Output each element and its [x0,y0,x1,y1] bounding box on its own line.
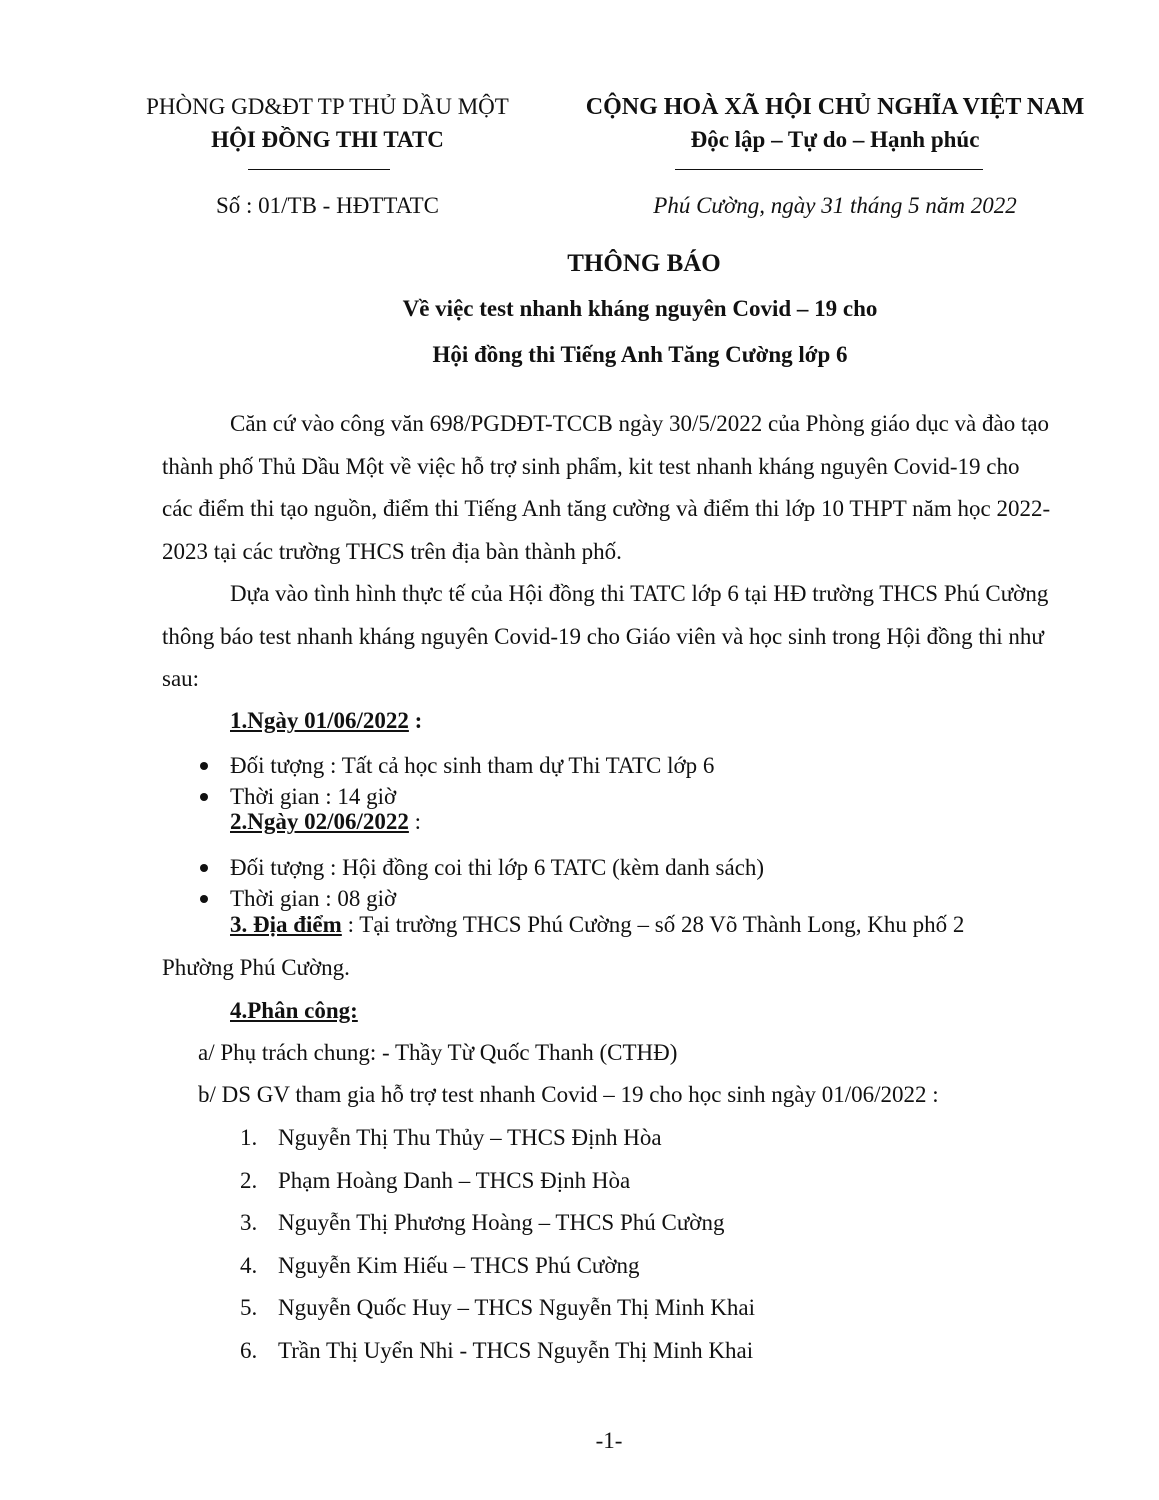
section-4-heading: 4.Phân công: [230,998,358,1023]
list-item: 6. Trần Thị Uyển Nhi - THCS Nguyễn Thị Minh Khai [240,1337,754,1363]
staff-list [240,1117,755,1372]
notice-subject-line2: Hội đồng thi Tiếng Anh Tăng Cường lớp 6 [432,342,848,367]
list-item: 1. Nguyễn Thị Thu Thủy – THCS Định Hòa [240,1125,662,1150]
national-title: CỘNG HOÀ XÃ HỘI CHỦ NGHĨA VIỆT NAM [585,94,1085,120]
right-header-rule [675,169,983,170]
section-3-location: 3. Địa điểm : Tại trường THCS Phú Cường – số 28 Võ Thành Long, Khu phố 2 [230,912,965,937]
list-item: Đối tượng : Tất cả học sinh tham dự Thi TATC lớp 6 [198,750,714,781]
list-item: 3. Nguyễn Thị Phương Hoàng – THCS Phú Cường [240,1210,725,1235]
section-4-general-lead: a/ Phụ trách chung: - Thầy Từ Quốc Thanh (CTHĐ) [198,1040,678,1065]
paragraph-situation [162,573,1052,701]
list-item: Thời gian : 08 giờ [198,883,764,914]
national-motto: Độc lập – Tự do – Hạnh phúc [690,127,980,152]
list-item: Đối tượng : Hội đồng coi thi lớp 6 TATC (kèm danh sách) [198,852,764,883]
notice-title: THÔNG BÁO [567,250,721,277]
agency-name: PHÒNG GD&ĐT TP THỦ DẦU MỘT [146,94,509,119]
place-date: Phú Cường, ngày 31 tháng 5 năm 2022 [653,193,1017,218]
bullet-icon [200,762,208,770]
section-2-list [198,852,764,914]
section-1-list [198,750,714,812]
bullet-icon [200,793,208,801]
left-header-rule [248,169,390,170]
bullet-icon [200,864,208,872]
list-item: Thời gian : 14 giờ [198,781,714,812]
list-item: 4. Nguyễn Kim Hiếu – THCS Phú Cường [240,1252,640,1278]
list-item: 2. Phạm Hoàng Danh – THCS Định Hòa [240,1167,631,1193]
section-2-heading: 2.Ngày 02/06/2022 : [230,809,422,834]
section-1-heading: 1.Ngày 01/06/2022 : [230,708,423,733]
list-item: 5. Nguyễn Quốc Huy – THCS Nguyễn Thị Minh Khai [240,1295,756,1320]
paragraph-basis-text: Căn cứ vào công văn 698/PGDĐT-TCCB ngày 30/5/2022 của Phòng giáo dục và đào tạo thành phố Thủ Dầu Một về việc hỗ trợ sinh phẩm, kit test nhanh kháng nguyên Covid-19 cho các điểm thi tạo nguồn, điểm thi Tiếng Anh tăng cường và điểm thi lớp 10 THPT năm học 2022-2023 tại các trường THCS trên địa bàn thành phố. [162,411,1051,564]
council-name: HỘI ĐỒNG THI TATC [211,127,444,152]
paragraph-basis [162,403,1052,573]
bullet-icon [200,895,208,903]
page-number: -1- [595,1428,623,1453]
section-3-continuation: Phường Phú Cường. [162,955,350,980]
section-4-staff-intro: b/ DS GV tham gia hỗ trợ test nhanh Covid – 19 cho học sinh ngày 01/06/2022 : [198,1082,939,1107]
notice-subject-line1: Về việc test nhanh kháng nguyên Covid – 19 cho [402,296,878,321]
paragraph-situation-text: Dựa vào tình hình thực tế của Hội đồng thi TATC lớp 6 tại HĐ trường THCS Phú Cường thông báo test nhanh kháng nguyên Covid-19 cho Giáo viên và học sinh trong Hội đồng thi như sau: [162,581,1049,691]
document-number: Số : 01/TB - HĐTTATC [215,193,440,218]
